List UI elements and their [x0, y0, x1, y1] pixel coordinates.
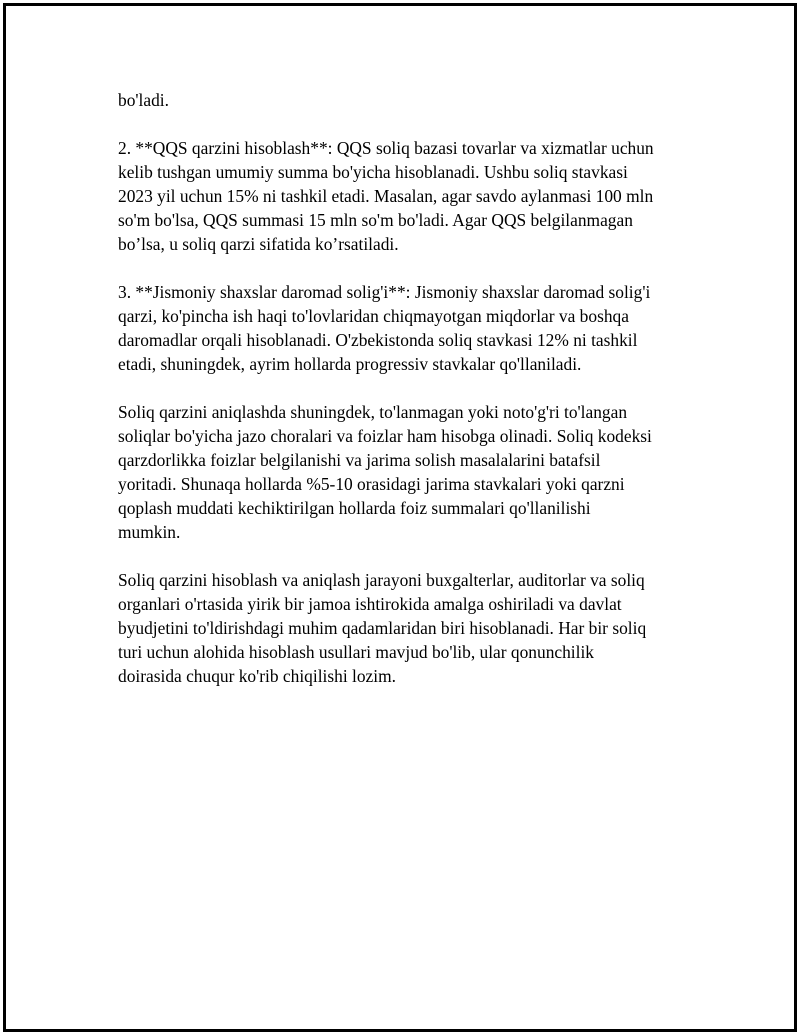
- paragraph-continuation: [118, 88, 690, 112]
- text-line: doirasida chuqur ko'rib chiqilishi lozim.: [118, 666, 396, 686]
- text-line: so'm bo'lsa, QQS summasi 15 mln so'm bo'ladi. Agar QQS belgilanmagan: [118, 210, 633, 230]
- text-line: qarzdorlikka foizlar belgilanishi va jarima solish masalalarini batafsil: [118, 450, 601, 470]
- text-line: organlari o'rtasida yirik bir jamoa ishtirokida amalga oshiriladi va davlat: [118, 594, 622, 614]
- document-body: [118, 88, 690, 712]
- text-line: kelib tushgan umumiy summa bo'yicha hisoblanadi. Ushbu soliq stavkasi: [118, 162, 628, 182]
- text-line: daromadlar orqali hisoblanadi. O'zbekistonda soliq stavkasi 12% ni tashkil: [118, 330, 638, 350]
- paragraph-qqs-debt: [118, 136, 690, 256]
- text-line: yoritadi. Shunaqa hollarda %5-10 orasidagi jarima stavkalari yoki qarzni: [118, 474, 625, 494]
- text-line: qarzi, ko'pincha ish haqi to'lovlaridan chiqmayotgan miqdorlar va boshqa: [118, 306, 629, 326]
- text-line: Soliq qarzini hisoblash va aniqlash jarayoni buxgalterlar, auditorlar va soliq: [118, 570, 645, 590]
- text-line: bo’lsa, u soliq qarzi sifatida ko’rsatiladi.: [118, 234, 399, 254]
- text-line: 2. **QQS qarzini hisoblash**: QQS soliq bazasi tovarlar va xizmatlar uchun: [118, 138, 654, 158]
- text-line: etadi, shuningdek, ayrim hollarda progressiv stavkalar qo'llaniladi.: [118, 354, 582, 374]
- text-line: 2023 yil uchun 15% ni tashkil etadi. Masalan, agar savdo aylanmasi 100 mln: [118, 186, 654, 206]
- text-line: byudjetini to'ldirishdagi muhim qadamlaridan biri hisoblanadi. Har bir soliq: [118, 618, 647, 638]
- paragraph-process: [118, 568, 690, 688]
- text-line: 3. **Jismoniy shaxslar daromad solig'i**: Jismoniy shaxslar daromad solig'i: [118, 282, 651, 302]
- text-line: turi uchun alohida hisoblash usullari mavjud bo'lib, ular qonunchilik: [118, 642, 594, 662]
- text-line: Soliq qarzini aniqlashda shuningdek, to'lanmagan yoki noto'g'ri to'langan: [118, 402, 628, 422]
- paragraph-personal-income-tax: [118, 280, 690, 376]
- text-line: soliqlar bo'yicha jazo choralari va foizlar ham hisobga olinadi. Soliq kodeksi: [118, 426, 652, 446]
- text-line: bo'ladi.: [118, 90, 169, 110]
- text-line: qoplash muddati kechiktirilgan hollarda foiz summalari qo'llanilishi: [118, 498, 591, 518]
- text-line: mumkin.: [118, 522, 181, 542]
- paragraph-penalties: [118, 400, 690, 544]
